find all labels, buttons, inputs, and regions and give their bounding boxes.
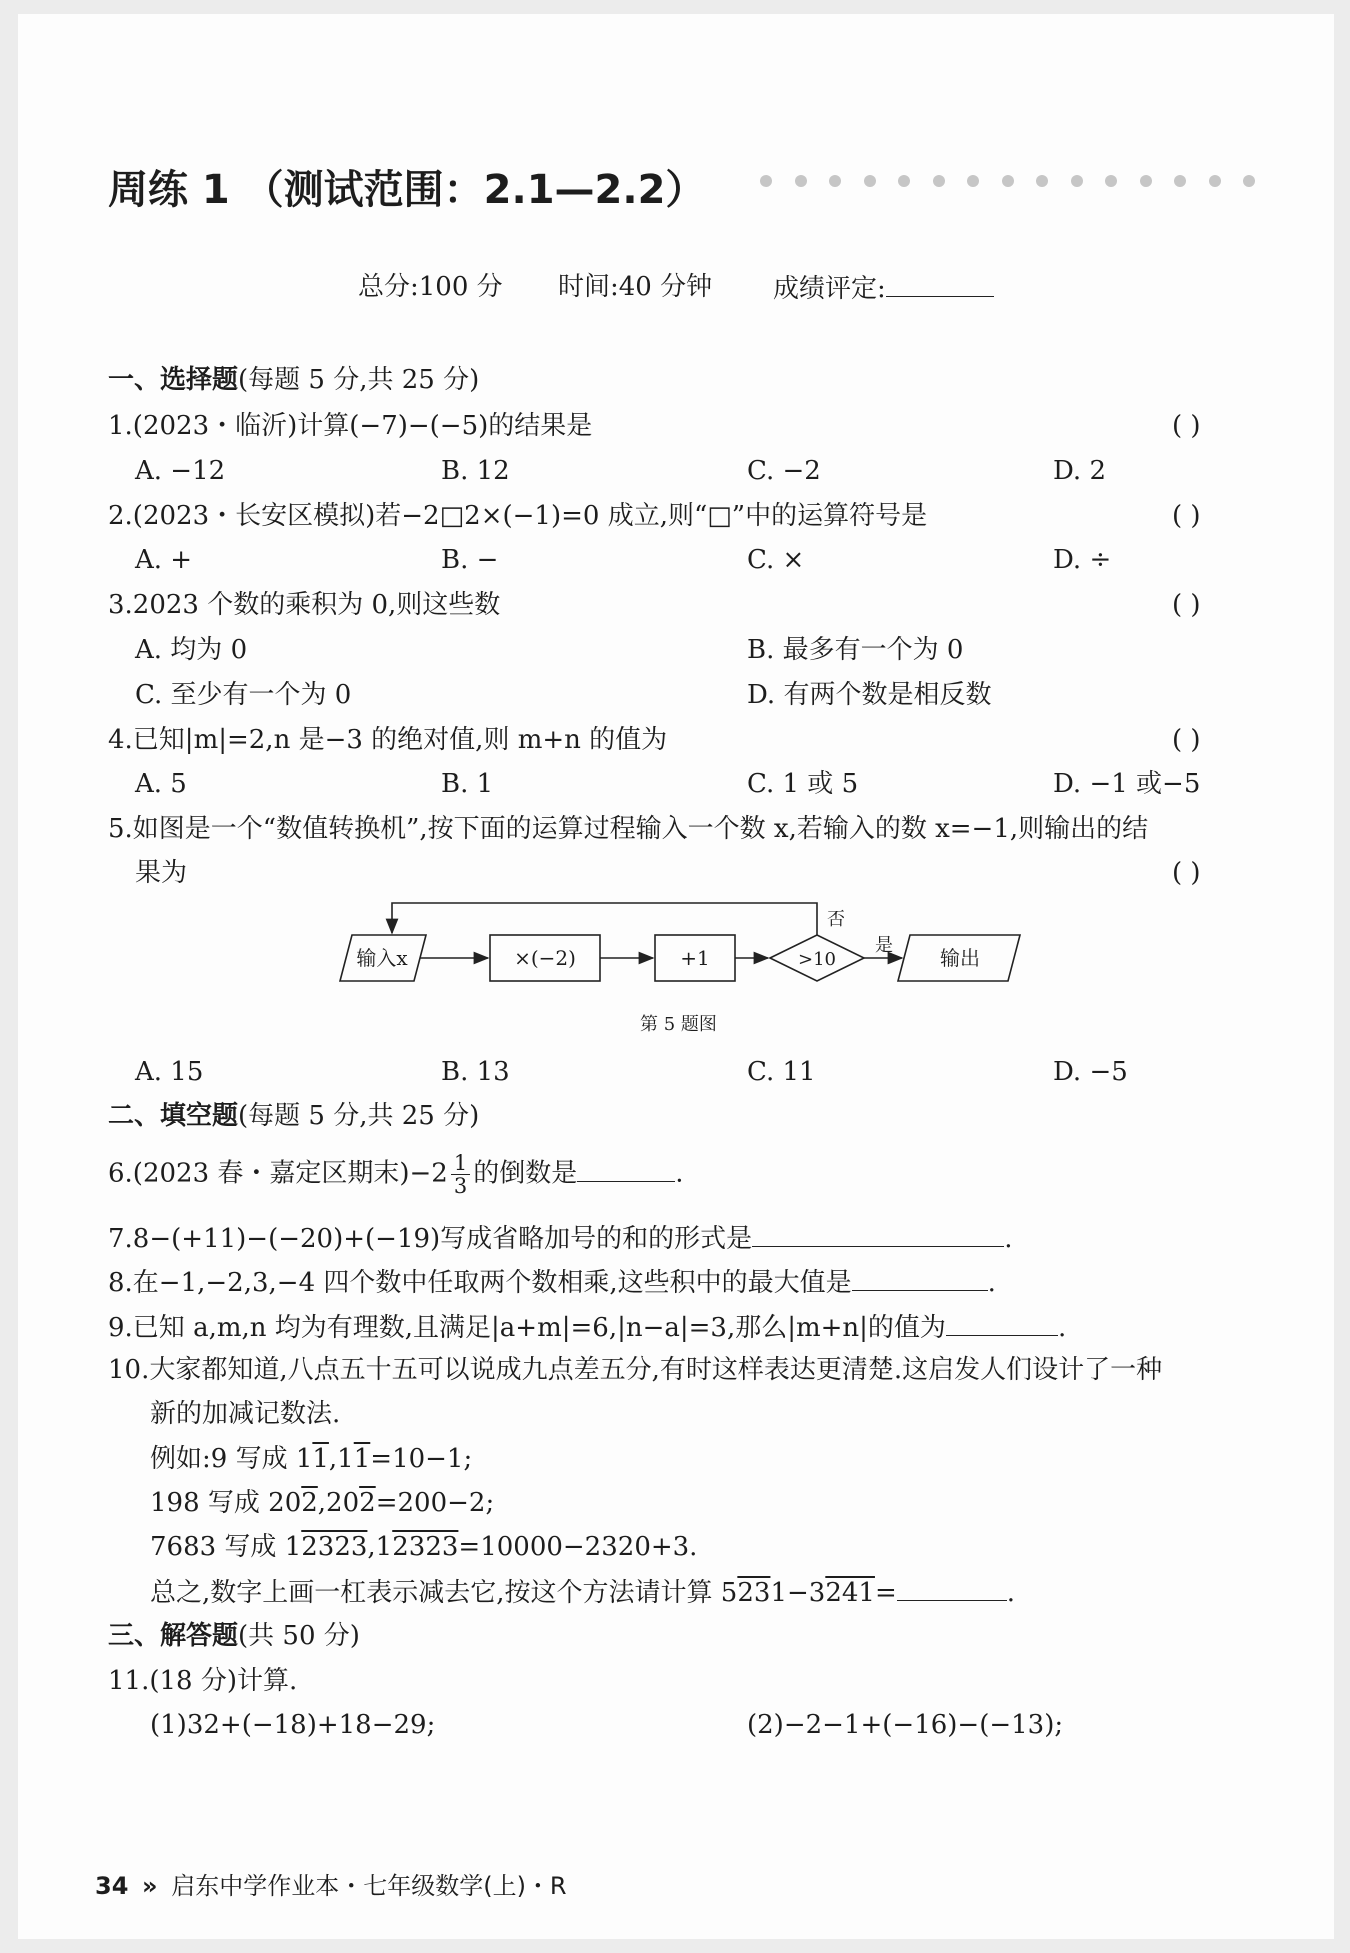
title-dot (795, 175, 807, 187)
section-solve: 三、解答题(共 50 分) (108, 1621, 360, 1651)
title-dot (1071, 175, 1083, 187)
q3-stem: 3.2023 个数的乘积为 0,则这些数 (108, 590, 501, 620)
time-limit: 时间:40 分钟 (558, 272, 713, 302)
grade-label: 成绩评定: (773, 274, 994, 302)
q9: 9.已知 a,m,n 均为有理数,且满足|a+m|=6,|n−a|=3,那么|m+n|的值为 . (108, 1313, 1067, 1343)
flow-condition-label: >10 (798, 949, 836, 970)
title-dot (1002, 175, 1014, 187)
q11-part-1: (1)32+(−18)+18−29; (150, 1710, 436, 1740)
flow-yes-label: 是 (875, 935, 893, 956)
page-footer (95, 1866, 567, 1901)
q5-option-d: D. −5 (1053, 1057, 1128, 1087)
q3-option-d: D. 有两个数是相反数 (747, 680, 992, 710)
q7: 7.8−(+11)−(−20)+(−19)写成省略加号的和的形式是 . (108, 1224, 1013, 1254)
page-title: 周练 1 （测试范围：2.1—2.2） (108, 167, 706, 213)
title-dot (1140, 175, 1152, 187)
q6-fraction: $\frac{1}{3}$ (451, 1152, 470, 1197)
q1-answer-paren: ( ) (1172, 411, 1201, 441)
q5-answer-paren: ( ) (1172, 858, 1201, 888)
figure-caption: 第 5 题图 (640, 1014, 717, 1035)
q2-option-c: C. × (747, 545, 805, 575)
q4-option-b: B. 1 (441, 769, 494, 799)
q2-answer-paren: ( ) (1172, 501, 1201, 531)
title-dot (1174, 175, 1186, 187)
q1-option-b: B. 12 (441, 456, 510, 486)
q10-example-1: 例如:9 写成 11,11=10−1; (150, 1444, 473, 1474)
q4-stem: 4.已知|m|=2,n 是−3 的绝对值,则 m+n 的值为 (108, 725, 668, 755)
q5-option-a: A. 15 (135, 1057, 204, 1087)
q1-stem: 1.(2023・临沂)计算(−7)−(−5)的结果是 (108, 411, 593, 441)
q5-option-c: C. 11 (747, 1057, 816, 1087)
title-dot (1036, 175, 1048, 187)
q10-example-3: 7683 写成 12323,12323=10000−2320+3. (150, 1532, 698, 1562)
q10-line2: 新的加减记数法. (150, 1399, 341, 1429)
q10-example-2: 198 写成 202,202=200−2; (150, 1488, 495, 1518)
q3-option-a: A. 均为 0 (135, 635, 248, 665)
q5-option-b: B. 13 (441, 1057, 510, 1087)
title-dot (1209, 175, 1221, 187)
q3-answer-paren: ( ) (1172, 590, 1201, 620)
grade-blank (886, 274, 994, 297)
q3-option-c: C. 至少有一个为 0 (135, 680, 352, 710)
q2-stem: 2.(2023・长安区模拟)若−2□2×(−1)=0 成立,则“□”中的运算符号是 (108, 501, 928, 531)
flow-no-label: 否 (827, 909, 845, 930)
q11-stem: 11.(18 分)计算. (108, 1666, 298, 1696)
q1-option-a: A. −12 (135, 456, 226, 486)
q4-option-d: D. −1 或−5 (1053, 769, 1201, 799)
title-dot (933, 175, 945, 187)
q4-option-a: A. 5 (135, 769, 187, 799)
title-dot (864, 175, 876, 187)
q10-summary: 总之,数字上画一杠表示减去它,按这个方法请计算 5231−3241= . (150, 1578, 1016, 1608)
flow-multiply-label: ×(−2) (514, 946, 576, 970)
title-dot (898, 175, 910, 187)
q2-option-b: B. − (441, 545, 499, 575)
q2-option-d: D. ÷ (1053, 545, 1112, 575)
q1-option-d: D. 2 (1053, 456, 1106, 486)
q4-option-c: C. 1 或 5 (747, 769, 859, 799)
footer-arrow-icon: » (142, 1872, 158, 1900)
title-dot (1243, 175, 1255, 187)
q8: 8.在−1,−2,3,−4 四个数中任取两个数相乘,这些积中的最大值是 . (108, 1268, 996, 1298)
q10-line1: 10.大家都知道,八点五十五可以说成九点差五分,有时这样表达更清楚.这启发人们设计了一种 (108, 1355, 1163, 1385)
title-dot (967, 175, 979, 187)
flow-add-label: +1 (680, 946, 710, 970)
flow-output-label: 输出 (940, 946, 980, 970)
title-dot (760, 175, 772, 187)
q2-option-a: A. + (135, 545, 193, 575)
title-dot (1105, 175, 1117, 187)
page-number: 34 (95, 1872, 129, 1900)
total-score: 总分:100 分 (358, 272, 503, 302)
q11-part-2: (2)−2−1+(−16)−(−13); (747, 1710, 1064, 1740)
flow-input-label: 输入x (356, 946, 408, 970)
q5-stem: 5.如图是一个“数值转换机”,按下面的运算过程输入一个数 x,若输入的数 x=−1,则输出的结 (108, 814, 1149, 844)
q3-option-b: B. 最多有一个为 0 (747, 635, 964, 665)
title-dot (829, 175, 841, 187)
section-choice: 一、选择题(每题 5 分,共 25 分) (108, 365, 480, 395)
q6: 6.(2023 春・嘉定区期末)−2 $\frac{1}{3}$ 的倒数是 . (108, 1151, 684, 1199)
q1-option-c: C. −2 (747, 456, 821, 486)
q4-answer-paren: ( ) (1172, 725, 1201, 755)
q5-stem-cont: 果为 (135, 858, 188, 888)
book-title: 启东中学作业本・七年级数学(上)・R (171, 1872, 567, 1900)
section-fill-blank: 二、填空题(每题 5 分,共 25 分) (108, 1101, 480, 1131)
